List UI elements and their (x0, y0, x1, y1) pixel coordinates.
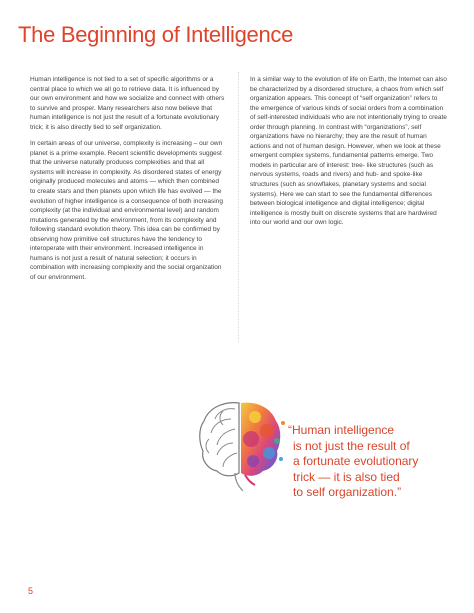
paragraph: In a similar way to the evolution of life on Earth, the Internet can also be characterized by a disordered structure, a chaos from which self organization appears. This concept of “self organization” refers to the emergence of various kinds of social orders from a combination of self-interested individuals who are not intentionally trying to create order through planning. In contrast with “organizations”, self organizations have no hierarchy; they are the result of human actions and not of human design. However, when we look at these emergent complex systems, fundamental patterns emerge. Two models in particular are of interest: tree- like structures (such as nervous systems, roads and rivers) and hub- and spoke-like structures (such as snowflakes, planetary systems and social systems). Here we can start to see the fundamental differences between biological intelligence and digital intelligence; digital intelligence is mostly built on discrete systems that are hardwired into our world and our own logic. (250, 76, 447, 227)
quote-line: trick — it is also tied (293, 469, 400, 484)
page-title: The Beginning of Intelligence (18, 22, 294, 47)
paragraph: In certain areas of our universe, complexity is increasing – our own planet is a prime example. Recent scientific developments suggest that the universe naturally produces complexities and that all systems will increase in complexity. As disordered states of energy originally produced molecules and atoms — which then combined to create stars and then planets upon which life has evolved — the evolution of higher intelligence is a consequence of both increasing complexity (at the individual and environmental level) and random mutations generated by the environment, from its complexity and following standard evolution theory. This idea can be confirmed by observing how primitive cell structures have the tendency to interoperate with their environment. Increased intelligence in humans is not just a result of natural selection; it occurs in combination with increasing complexity and the social organization of our environment. (30, 140, 223, 281)
quote-line: a fortunate evolutionary (293, 454, 419, 468)
paragraph: Human intelligence is not tied to a set of specific algorithms or a central place to which we all go to retrieve data. It is influenced by our own environment and how we socialize and connect with others to survive and prosper. Many researchers also now believe that human intelligence is not just the result of a fortunate evolutionary trick; it is also directly tied to self organization. (30, 76, 225, 131)
brain-icon (195, 393, 285, 493)
pull-quote (288, 423, 438, 501)
page-number: 5 (28, 586, 34, 596)
quote-line: to self organization.” (293, 485, 402, 499)
column-divider (238, 72, 239, 342)
quote-line: is not just the result of (293, 438, 410, 453)
quote-line: “Human intelligence (288, 423, 395, 437)
left-column (30, 75, 226, 289)
right-column (250, 75, 448, 235)
